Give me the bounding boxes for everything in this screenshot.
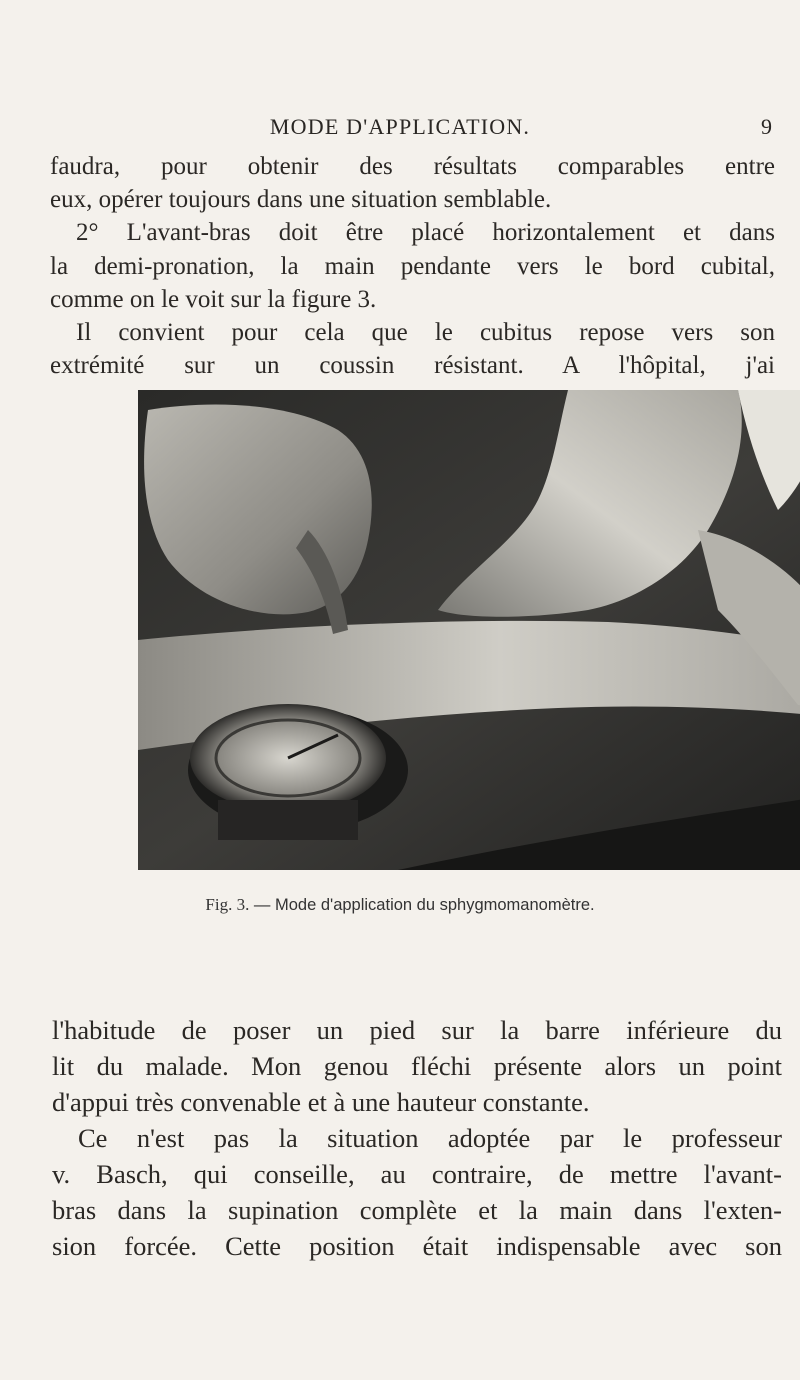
running-head xyxy=(0,114,800,144)
figure-photograph xyxy=(138,390,800,870)
running-title: MODE D'APPLICATION. xyxy=(269,114,531,139)
text-line: la demi-pronation, la main pendante vers le bord cubital, xyxy=(50,252,775,280)
text-line: Ce n'est pas la situation adoptée par le professeur xyxy=(78,1123,782,1153)
text-line: sion forcée. Cette position était indispensable avec son xyxy=(52,1231,782,1261)
figure-caption xyxy=(0,895,800,915)
text-line: Il convient pour cela que le cubitus repose vers son xyxy=(76,319,775,347)
figure-caption-text: — Mode d'application du sphygmomanomètre. xyxy=(253,896,595,914)
text-line: d'appui très convenable et à une hauteur constante. xyxy=(52,1087,590,1117)
sphygmomanometer-photo xyxy=(138,390,800,870)
text-line: v. Basch, qui conseille, au contraire, de mettre l'avant- xyxy=(52,1159,782,1189)
body-text-bottom xyxy=(52,1012,782,1264)
figure-label: Fig. 3. xyxy=(205,895,250,914)
text-line: 2° L'avant-bras doit être placé horizontalement et dans xyxy=(76,219,775,247)
text-line: lit du malade. Mon genou fléchi présente alors un point xyxy=(52,1051,782,1081)
text-line: extrémité sur un coussin résistant. A l'hôpital, j'ai xyxy=(50,352,775,380)
text-line: l'habitude de poser un pied sur la barre inférieure du xyxy=(52,1015,782,1045)
text-line: bras dans la supination complète et la main dans l'exten- xyxy=(52,1195,782,1225)
body-text-top xyxy=(50,150,775,382)
text-line: eux, opérer toujours dans une situation semblable. xyxy=(50,186,552,214)
page-number: 9 xyxy=(761,114,772,139)
text-line: faudra, pour obtenir des résultats comparables entre xyxy=(50,153,775,180)
text-line: comme on le voit sur la figure 3. xyxy=(50,285,377,313)
gauge-base xyxy=(218,800,358,840)
